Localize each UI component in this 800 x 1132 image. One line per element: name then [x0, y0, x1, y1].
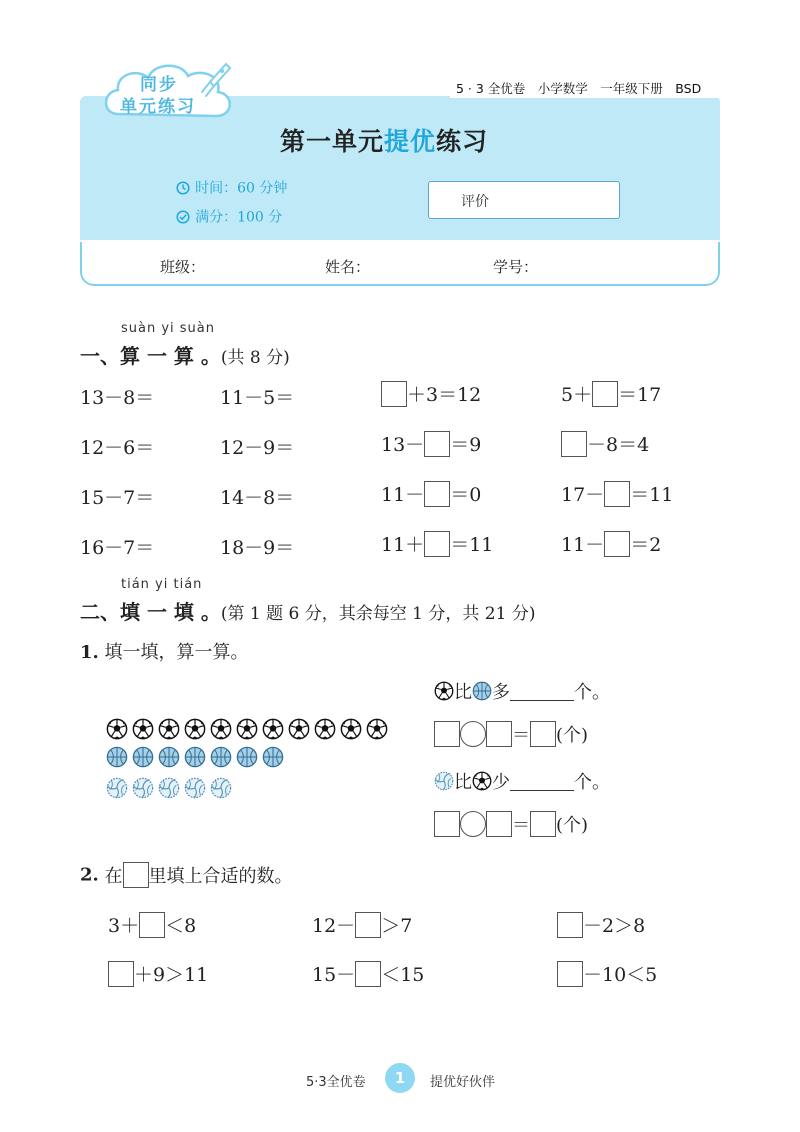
- calc-item: 11－ ＝0: [381, 480, 481, 507]
- volleyball-icon: [106, 777, 128, 799]
- answer-box[interactable]: [434, 811, 460, 837]
- section1-heading: [80, 340, 290, 369]
- series-info: 5 · 3 全优卷 小学数学 一年级下册 BSD: [456, 81, 702, 96]
- soccer-ball-icon: [236, 718, 258, 740]
- basketball-icon: [472, 681, 492, 701]
- footer-right: 提优好伙伴: [430, 1075, 496, 1090]
- calc-item: 18－9＝: [220, 537, 295, 559]
- equation-row: ＝ (个): [434, 811, 588, 837]
- volleyball-icon: [210, 777, 232, 799]
- basketball-icon: [184, 746, 206, 768]
- compare-line-less: 比 少 个。: [434, 768, 610, 794]
- calc-item: 14－8＝: [220, 487, 295, 509]
- calc-item: 11－ ＝2: [561, 530, 661, 557]
- compare-line-more: 比 多 个。: [434, 678, 610, 704]
- soccer-ball-icon: [366, 718, 388, 740]
- operator-circle[interactable]: [460, 721, 486, 747]
- inequality-item: －10＜5: [557, 960, 657, 987]
- soccer-ball-icon: [314, 718, 336, 740]
- footer-left: 5·3全优卷: [306, 1075, 366, 1090]
- soccer-ball-icon: [158, 718, 180, 740]
- class-label[interactable]: 班级：: [160, 258, 206, 276]
- soccer-ball-icon: [434, 681, 454, 701]
- volleyball-icon: [434, 771, 454, 791]
- answer-box[interactable]: [561, 431, 587, 457]
- title-part3: 练习: [436, 127, 489, 156]
- inequality-item: －2＞8: [557, 911, 645, 938]
- answer-blank[interactable]: [510, 772, 574, 791]
- calc-item: 11＋ ＝11: [381, 530, 493, 557]
- volleyball-icon: [158, 777, 180, 799]
- inequality-item: ＋9＞11: [108, 960, 208, 987]
- page-title: [280, 122, 488, 158]
- answer-box[interactable]: [530, 721, 556, 747]
- soccer-ball-icon: [472, 771, 492, 791]
- section2-title: 二、填 一 填 。: [80, 600, 221, 624]
- volleyball-row: [106, 777, 236, 799]
- badge-line1: 同步: [140, 75, 178, 95]
- basketball-icon: [236, 746, 258, 768]
- calc-item: 5＋ ＝17: [561, 380, 661, 407]
- title-part1: 第一单元: [280, 127, 385, 156]
- inequality-item: 3＋ ＜8: [108, 911, 196, 938]
- evaluation-label: 评价: [461, 194, 489, 210]
- equation-row: ＝ (个): [434, 721, 588, 747]
- soccer-ball-icon: [288, 718, 310, 740]
- section1-pinyin: suàn yi suàn: [121, 321, 216, 336]
- question1-heading: 1. 填一填，算一算。: [80, 642, 249, 663]
- section2-note: (第 1 题 6 分，其余每空 1 分，共 21 分): [220, 604, 536, 624]
- calc-item: 13－ ＝9: [381, 430, 481, 457]
- section1-title: 一、算 一 算 。: [80, 344, 221, 368]
- soccer-ball-icon: [340, 718, 362, 740]
- sample-box: [123, 862, 149, 888]
- soccer-ball-icon: [132, 718, 154, 740]
- section2-heading: [80, 596, 535, 625]
- basketball-icon: [262, 746, 284, 768]
- calc-item: 16－7＝: [80, 537, 155, 559]
- calc-item: 11－5＝: [220, 387, 295, 409]
- soccer-ball-icon: [184, 718, 206, 740]
- answer-box[interactable]: [604, 481, 630, 507]
- answer-box[interactable]: [486, 721, 512, 747]
- answer-box[interactable]: [424, 531, 450, 557]
- answer-box[interactable]: [139, 912, 165, 938]
- inequality-item: 12－ ＞7: [312, 911, 412, 938]
- question2-heading: 2. 在 里填上合适的数。: [80, 862, 293, 888]
- calc-item: 13－8＝: [80, 387, 155, 409]
- section2-pinyin: tián yi tián: [121, 577, 203, 592]
- calc-item: 15－7＝: [80, 487, 155, 509]
- answer-box[interactable]: [355, 912, 381, 938]
- soccer-ball-icon: [106, 718, 128, 740]
- basketball-icon: [132, 746, 154, 768]
- calc-item: ＋3＝12: [381, 380, 481, 407]
- title-highlight: 提优: [384, 127, 437, 156]
- time-label: 时间：60 分钟: [195, 180, 288, 197]
- basketball-icon: [210, 746, 232, 768]
- answer-box[interactable]: [557, 912, 583, 938]
- calc-item: 17－ ＝11: [561, 480, 673, 507]
- answer-box[interactable]: [530, 811, 556, 837]
- calc-item: 12－9＝: [220, 437, 295, 459]
- answer-box[interactable]: [592, 381, 618, 407]
- answer-box[interactable]: [381, 381, 407, 407]
- soccer-ball-icon: [210, 718, 232, 740]
- evaluation-box[interactable]: [428, 181, 620, 219]
- badge-line2: 单元练习: [120, 97, 196, 117]
- section1-note: (共 8 分): [220, 348, 290, 368]
- calc-item: －8＝4: [561, 430, 649, 457]
- answer-box[interactable]: [424, 431, 450, 457]
- basketball-icon: [158, 746, 180, 768]
- basketball-row: [106, 746, 288, 768]
- answer-box[interactable]: [557, 961, 583, 987]
- answer-box[interactable]: [108, 961, 134, 987]
- clock-icon: [176, 181, 190, 195]
- check-circle-icon: [176, 210, 190, 224]
- answer-box[interactable]: [424, 481, 450, 507]
- inequality-item: 15－ ＜15: [312, 960, 424, 987]
- answer-box[interactable]: [604, 531, 630, 557]
- time-row: [176, 177, 287, 198]
- name-label[interactable]: 姓名：: [325, 258, 371, 276]
- student-id-label[interactable]: 学号：: [493, 258, 539, 276]
- page-number: 1: [394, 1069, 406, 1087]
- volleyball-icon: [184, 777, 206, 799]
- volleyball-icon: [132, 777, 154, 799]
- answer-box[interactable]: [486, 811, 512, 837]
- unit-badge: [98, 56, 248, 130]
- answer-box[interactable]: [355, 961, 381, 987]
- score-label: 满分：100 分: [195, 209, 283, 226]
- calc-item: 12－6＝: [80, 437, 155, 459]
- soccer-ball-row: [106, 718, 392, 740]
- page-number-badge: [385, 1063, 415, 1093]
- score-row: [176, 206, 282, 227]
- operator-circle[interactable]: [460, 811, 486, 837]
- basketball-icon: [106, 746, 128, 768]
- soccer-ball-icon: [262, 718, 284, 740]
- answer-box[interactable]: [434, 721, 460, 747]
- answer-blank[interactable]: [510, 682, 574, 701]
